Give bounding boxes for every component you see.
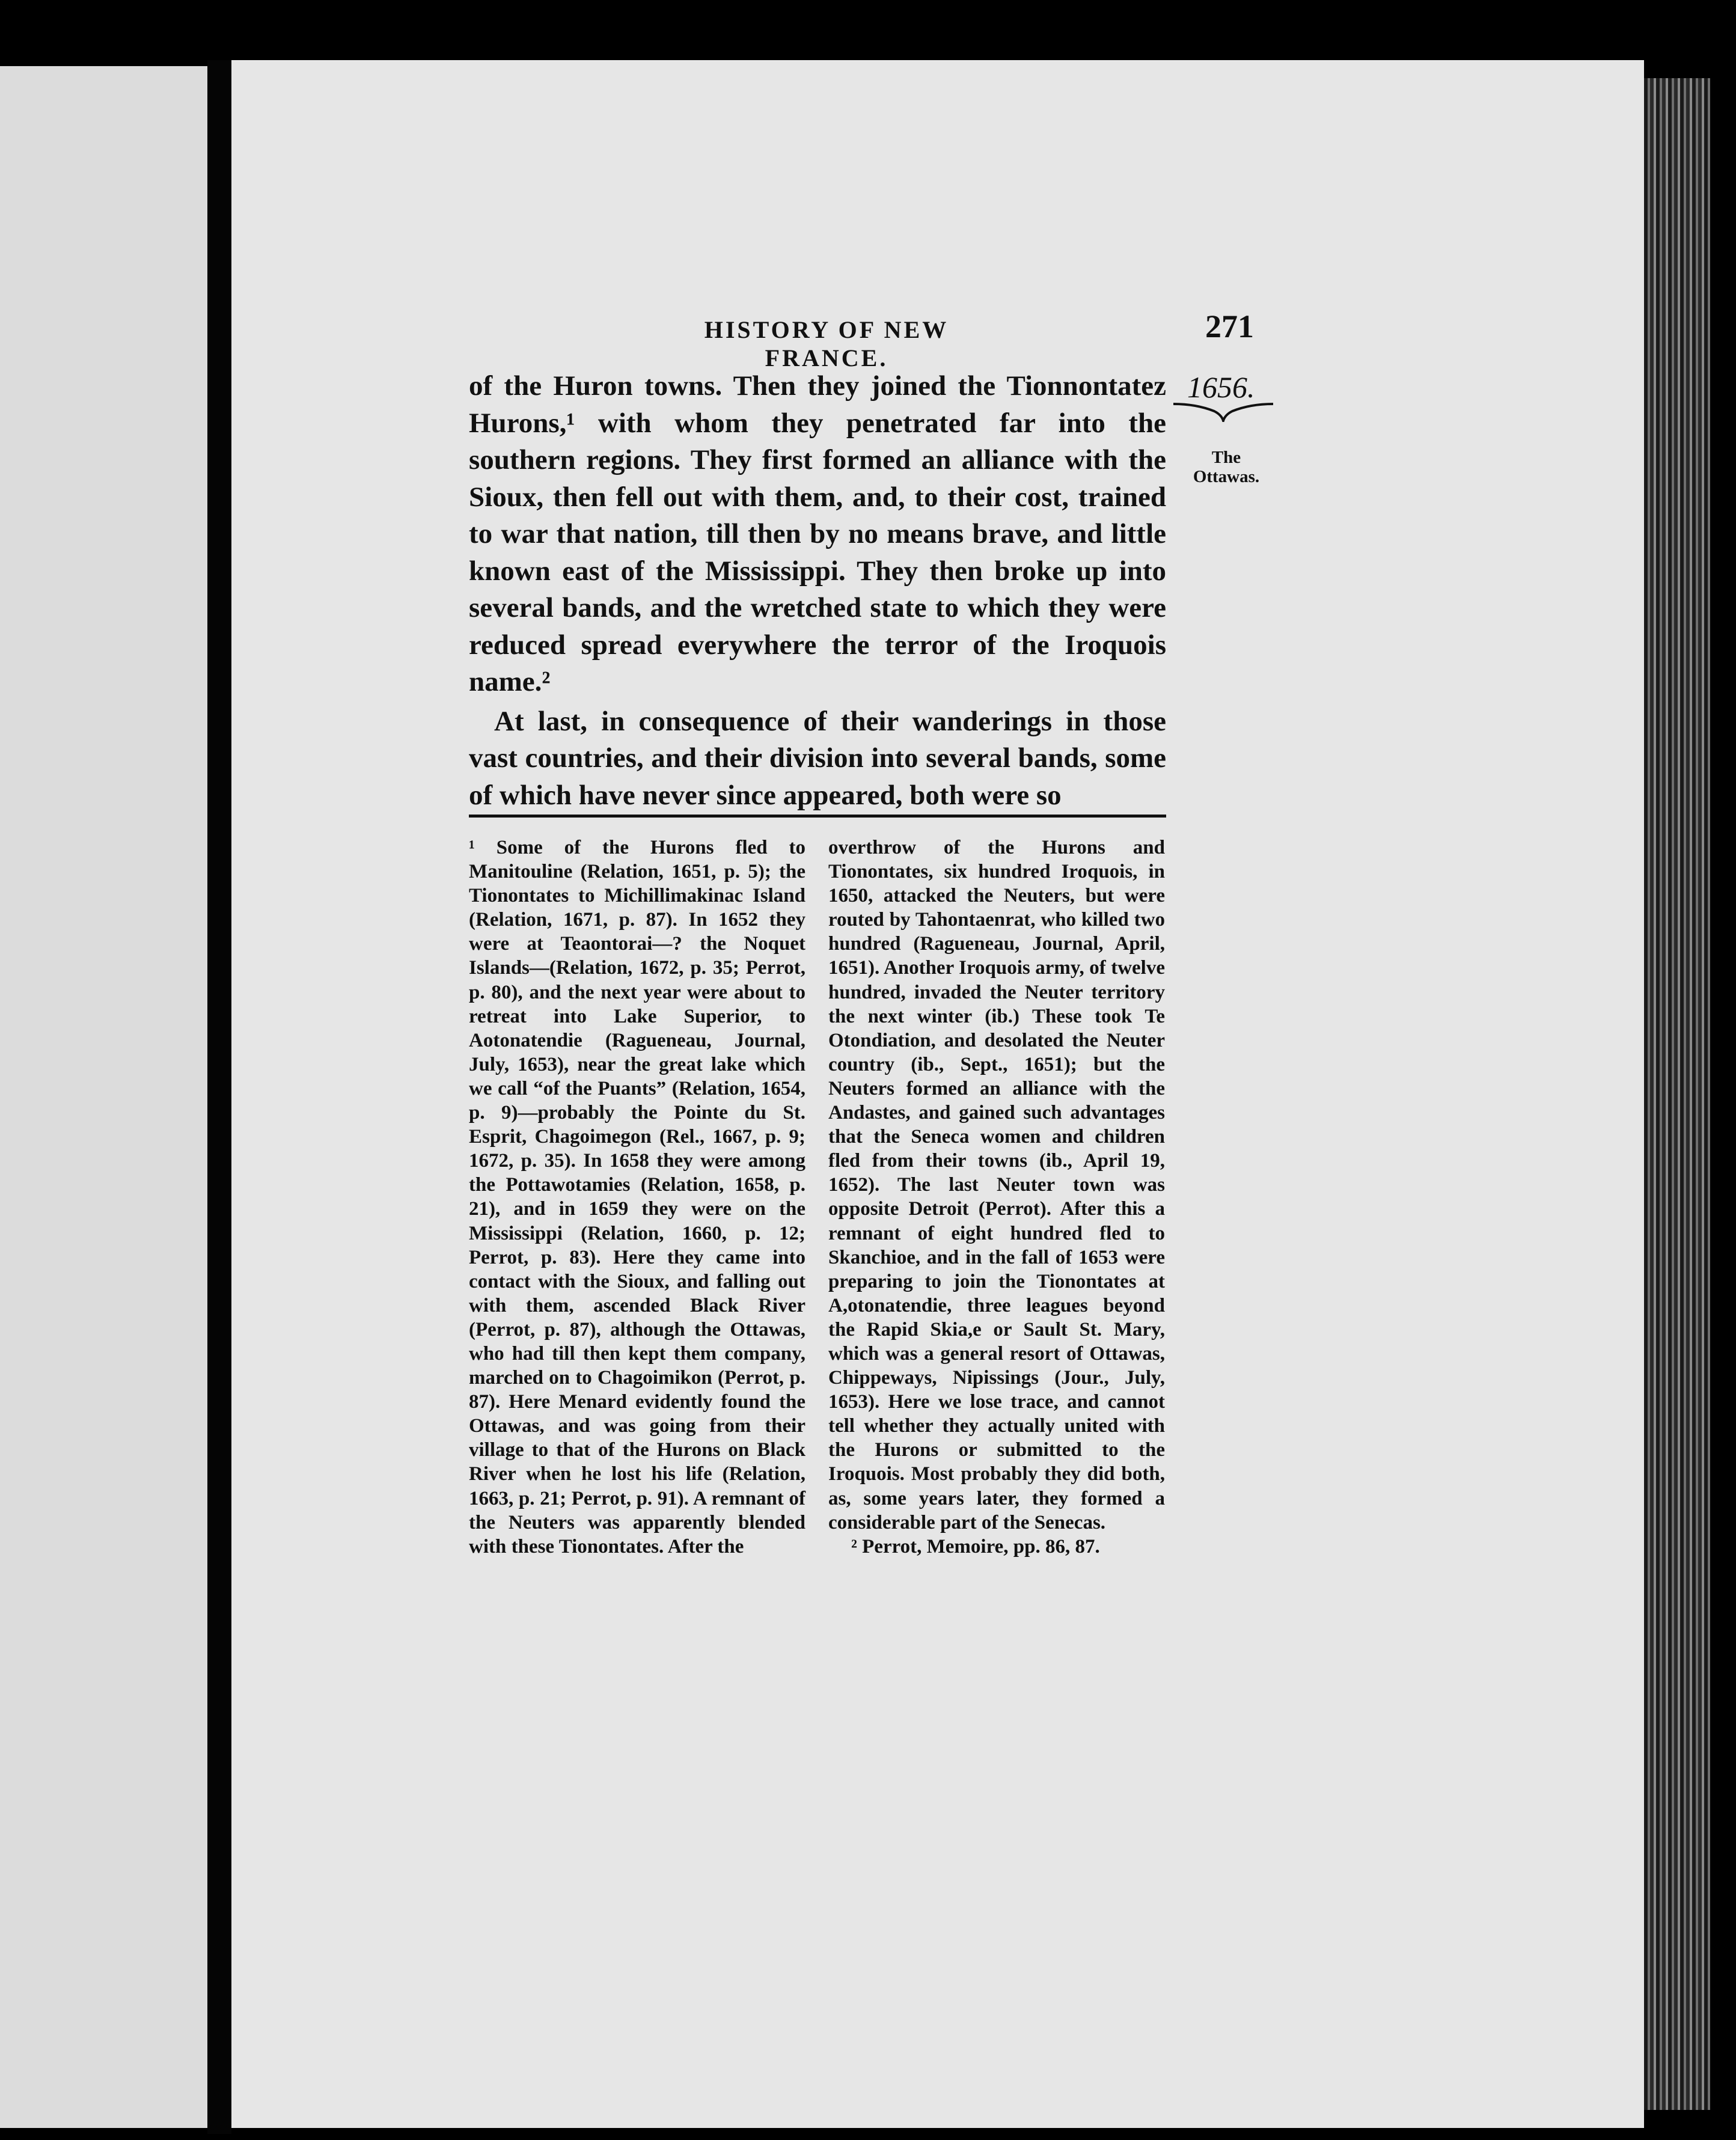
margin-year: 1656. bbox=[1187, 370, 1255, 404]
footnote-right-column bbox=[828, 836, 1165, 1559]
brace-icon bbox=[1172, 402, 1274, 422]
running-title: HISTORY OF NEW FRANCE. bbox=[704, 316, 949, 371]
body-paragraph: At last, in consequence of their wanderings in those vast countries, and their division into several bands, some of which have never since appeared, both were so bbox=[469, 705, 1166, 811]
footnotes bbox=[469, 836, 1166, 1677]
footnote-left-column: ¹ Some of the Hurons fled to Manitouline (Relation, 1651, p. 5); the Tionontates to Michillimakinac Island (Relation, 1671, p. 87). In 1652 they were at Teaontorai—? the Noquet Islands—(Relation, 1672, p. 35; Perrot, p. 80), and the next year were about to retreat into Lake Superior, to Aotonatendie (Ragueneau, Journal, July, 1653), near the great lake which we call “of the Puants” (Relation, 1654, p. 9)—probably the Pointe du St. Esprit, Chagoimegon (Rel., 1667, p. 9; 1672, p. 35). In 1658 they were among the Pottawotamies (Relation, 1658, p. 21), and in 1659 they were on the Mississippi (Relation, 1660, p. 12; Perrot, p. 83). Here they came into contact with the Sioux, and falling out with them, ascended Black River (Perrot, p. 87), although the Ottawas, who had till then kept them company, marched on to Chagoimikon (Perrot, p. 87). Here Menard evidently found the Ottawas, and was going from their village to that of the Hurons on Black River when he lost his life (Relation, 1663, p. 21; Perrot, p. 91). A remnant of the Neuters was apparently blended with these Tionontates. After the bbox=[469, 837, 805, 1558]
main-text bbox=[469, 368, 1166, 816]
page-edges bbox=[1644, 78, 1710, 2110]
footnote-rule bbox=[469, 815, 1166, 818]
book-gutter bbox=[207, 60, 231, 2134]
body-paragraph: of the Huron towns. Then they joined the Tionnontatez Hurons,¹ with whom they penetrated far into the southern regions. They first formed an alliance with the Sioux, then fell out with them, and, to their cost, trained to war that nation, till then by no means brave, and little known east of the Mississippi. They then broke up into several bands, and the wretched state to which they were reduced spread everywhere the terror of the Iroquois name.² bbox=[469, 370, 1166, 697]
margin-note: The Ottawas. bbox=[1193, 448, 1260, 486]
page-number: 271 bbox=[1205, 308, 1254, 344]
footnote-2: ² Perrot, Memoire, pp. 86, 87. bbox=[851, 1535, 1100, 1558]
footnote-continuation: overthrow of the Hurons and Tionontates, six hundred Iroquois, in 1650, attacked the Neuters, but were routed by Tahontaenrat, who killed two hundred (Ragueneau, Journal, April, 1651). Another Iroquois army, of twelve hundred, invaded the Neuter territory the next winter (ib.) These took Te Otondiation, and desolated the Neuter country (ib., Sept., 1651); but the Neuters formed an alliance with the Andastes, and gained such advantages that the Seneca women and children fled from their towns (ib., April 19, 1652). The last Neuter town was opposite Detroit (Perrot). After this a remnant of eight hundred fled to Skanchioe, and in the fall of 1653 were preparing to join the Tionontates at A,otonatendie, three leagues beyond the Rapid Skia,e or Sault St. Mary, which was a general resort of Ottawas, Chippeways, Nipissings (Jour., July, 1653). Here we lose trace, and cannot tell whether they actually united with the Hurons or submitted to the Iroquois. Most probably they did both, as, some years later, they formed a considerable part of the Senecas. bbox=[828, 837, 1165, 1533]
facing-page bbox=[0, 66, 213, 2128]
